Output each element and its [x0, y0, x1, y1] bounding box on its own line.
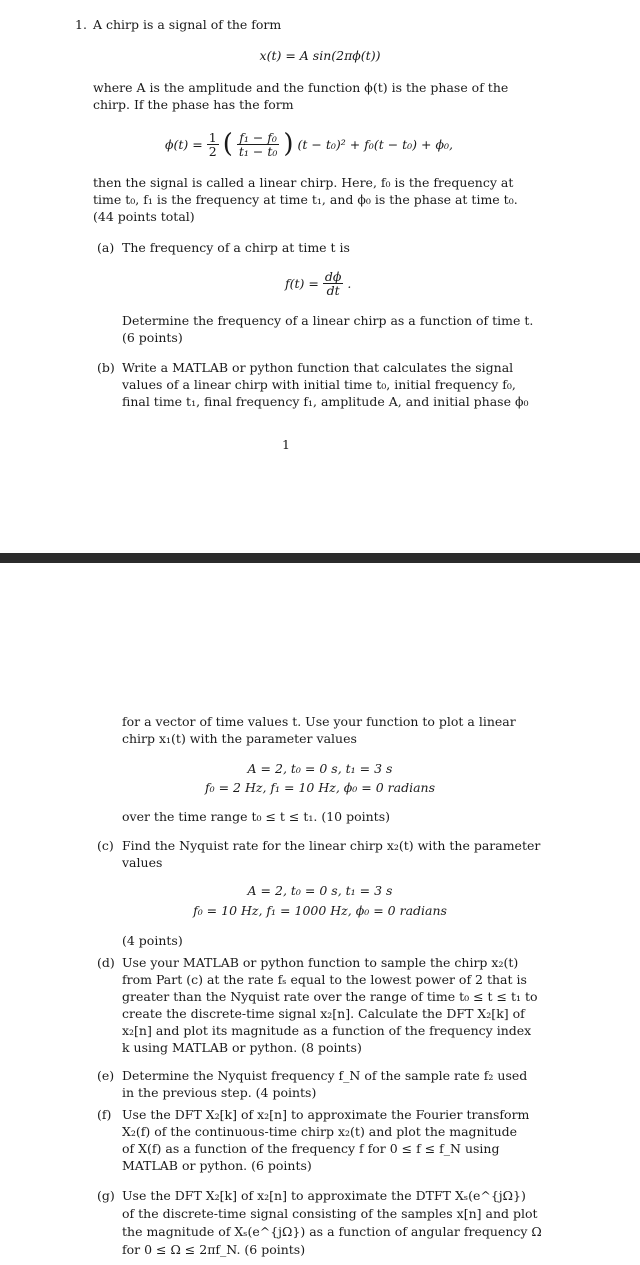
part-c-label: (c)	[97, 838, 114, 853]
part-b-line1: Write a MATLAB or python function that calculates the signal	[122, 360, 514, 375]
intro-text: A chirp is a signal of the form	[93, 17, 282, 32]
half-numerator: 1	[208, 129, 217, 145]
part-a-points: (6 points)	[122, 330, 183, 345]
half-denominator: 2	[208, 143, 217, 159]
part-f-label: (f)	[97, 1107, 112, 1122]
phase-rhs: (t − t₀)² + f₀(t − t₀) + ϕ₀,	[297, 136, 453, 152]
part-b-cont-line3: over the time range t₀ ≤ t ≤ t₁. (10 points)	[122, 809, 390, 824]
part-f-line2: X₂(f) of the continuous-time chirp x₂(t) and plot the magnitude	[122, 1124, 518, 1139]
slope-numerator: f₁ − f₀	[237, 131, 280, 145]
part-g-line1: Use the DFT X₂[k] of x₂[n] to approximate the DTFT Xₛ(e^{jΩ})	[122, 1188, 526, 1203]
part-b-params-line2: f₀ = 2 Hz, f₁ = 10 Hz, ϕ₀ = 0 radians	[204, 780, 435, 795]
derivative-fraction	[323, 270, 344, 297]
page-divider	[0, 553, 640, 563]
freq-lhs: f(t) =	[285, 275, 319, 291]
part-e-line1: Determine the Nyquist frequency f_N of the sample rate f₂ used	[122, 1068, 528, 1083]
part-b-params-line1: A = 2, t₀ = 0 s, t₁ = 3 s	[247, 761, 393, 776]
document-page-2	[0, 563, 640, 1265]
part-g-line4: for 0 ≤ Ω ≤ 2πf_N. (6 points)	[122, 1242, 306, 1257]
part-d-label: (d)	[97, 955, 115, 970]
part-f-line3: of X(f) as a function of the frequency f for 0 ≤ f ≤ f_N using	[122, 1141, 500, 1156]
part-d-line1: Use your MATLAB or python function to sample the chirp x₂(t)	[122, 955, 519, 970]
part-d-line5: x₂[n] and plot its magnitude as a function of the frequency index	[122, 1023, 532, 1038]
part-d-line2: from Part (c) at the rate fₛ equal to the lowest power of 2 that is	[122, 972, 527, 987]
derivative-denominator: dt	[326, 282, 340, 298]
equation-period: .	[347, 275, 352, 291]
then-text-line1: then the signal is called a linear chirp. Here, f₀ is the frequency at	[93, 175, 514, 190]
part-a-label: (a)	[97, 240, 115, 255]
part-b-line3: final time t₁, final frequency f₁, amplitude A, and initial phase ϕ₀	[122, 394, 529, 409]
part-g-line2: of the discrete-time signal consisting of the samples x[n] and plot	[122, 1206, 538, 1221]
slope-denominator: t₁ − t₀	[238, 143, 278, 159]
document-page-1	[0, 0, 640, 553]
derivative-numerator: dϕ	[324, 268, 342, 284]
part-b-cont-line2: chirp x₁(t) with the parameter values	[122, 731, 357, 746]
part-c-line2: values	[122, 855, 163, 870]
problem-number: 1.	[75, 17, 87, 32]
part-b-label: (b)	[97, 360, 115, 375]
part-g-label: (g)	[97, 1188, 115, 1203]
part-f-line4: MATLAB or python. (6 points)	[122, 1158, 312, 1173]
equation-phase	[165, 126, 453, 162]
part-d-line4: create the discrete-time signal x₂[n]. Calculate the DFT X₂[k] of	[122, 1006, 525, 1021]
part-f-line1: Use the DFT X₂[k] of x₂[n] to approximate the Fourier transform	[122, 1107, 530, 1122]
part-c-params-line1: A = 2, t₀ = 0 s, t₁ = 3 s	[247, 883, 393, 898]
part-c-line1: Find the Nyquist rate for the linear chirp x₂(t) with the parameter	[122, 838, 541, 853]
part-b-line2: values of a linear chirp with initial time t₀, initial frequency f₀,	[122, 377, 516, 392]
part-e-line2: in the previous step. (4 points)	[122, 1085, 317, 1100]
close-paren: )	[283, 129, 294, 159]
open-paren: (	[222, 129, 233, 159]
part-b-cont-line1: for a vector of time values t. Use your function to plot a linear	[122, 714, 516, 729]
part-d-line3: greater than the Nyquist rate over the range of time t₀ ≤ t ≤ t₁ to	[122, 989, 538, 1004]
equation-frequency	[285, 266, 351, 300]
part-c-points: (4 points)	[122, 933, 183, 948]
part-a-line1: The frequency of a chirp at time t is	[122, 240, 350, 255]
slope-fraction	[237, 131, 280, 158]
then-text-line2: time t₀, f₁ is the frequency at time t₁, and ϕ₀ is the phase at time t₀.	[93, 192, 518, 207]
where-text-line1: where A is the amplitude and the function ϕ(t) is the phase of the	[93, 80, 509, 95]
page-number: 1	[282, 437, 290, 452]
equation-signal: x(t) = A sin(2πϕ(t))	[259, 48, 381, 63]
part-e-label: (e)	[97, 1068, 115, 1083]
part-g-line3: the magnitude of Xₛ(e^{jΩ}) as a function of angular frequency Ω	[122, 1224, 542, 1239]
where-text-line2: chirp. If the phase has the form	[93, 97, 294, 112]
part-d-line6: k using MATLAB or python. (8 points)	[122, 1040, 362, 1055]
phase-lhs: ϕ(t) =	[165, 136, 203, 152]
part-a-line2: Determine the frequency of a linear chirp as a function of time t.	[122, 313, 534, 328]
part-c-params-line2: f₀ = 10 Hz, f₁ = 1000 Hz, ϕ₀ = 0 radians	[193, 903, 447, 918]
points-total: (44 points total)	[93, 209, 195, 224]
half-fraction	[207, 131, 219, 158]
